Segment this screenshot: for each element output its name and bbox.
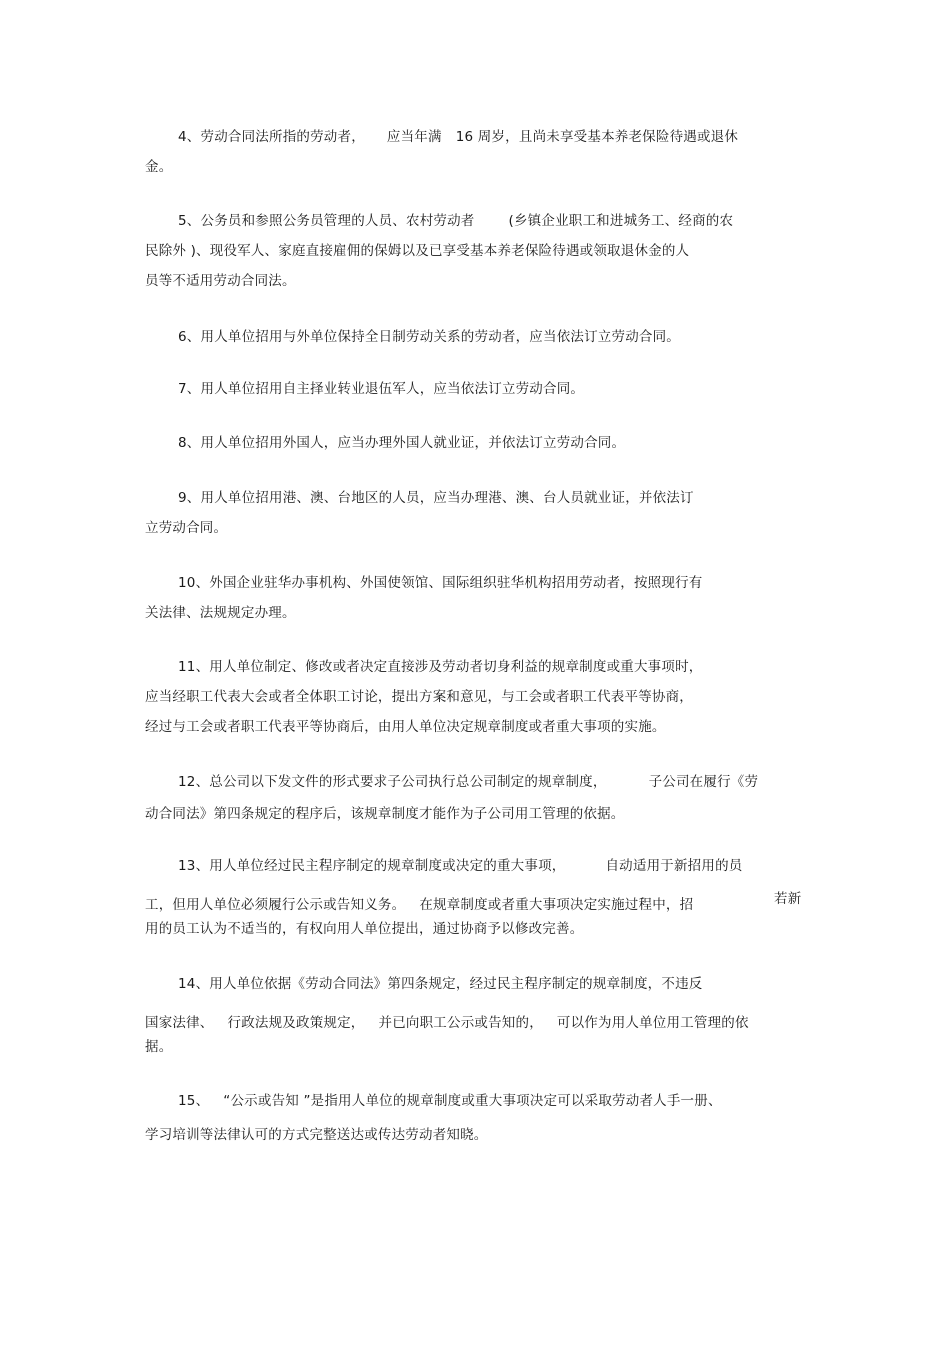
- paragraph-12-line-2: 动合同法》第四条规定的程序后，该规章制度才能作为子公司用工管理的依据。: [145, 806, 625, 822]
- text-segment: (乡镇企业职工和进城务工、经商的农: [508, 213, 734, 229]
- text-segment: 应当年满: [386, 129, 442, 145]
- paragraph-8: 8、用人单位招用外国人，应当办理外国人就业证，并依法订立劳动合同。: [178, 435, 626, 451]
- text-segment: 在规章制度或者重大事项决定实施过程中，招: [419, 897, 694, 913]
- text-segment: 15、: [178, 1093, 210, 1109]
- paragraph-13-line-2: [145, 896, 693, 914]
- paragraph-4-line-2: 金。: [145, 159, 173, 175]
- paragraph-15-line-1: [178, 1092, 722, 1110]
- paragraph-13-overflow: 若新: [774, 891, 802, 907]
- paragraph-15-line-2: 学习培训等法律认可的方式完整送达或传达劳动者知晓。: [145, 1127, 488, 1143]
- text-segment: 4、劳动合同法所指的劳动者，: [178, 129, 365, 145]
- paragraph-12-line-1: [178, 773, 758, 791]
- text-segment: 工，但用人单位必须履行公示或告知义务。: [145, 897, 406, 913]
- paragraph-11-line-2: 应当经职工代表大会或者全体职工讨论，提出方案和意见，与工会或者职工代表平等协商，: [145, 689, 693, 705]
- paragraph-5-line-1: [178, 212, 733, 230]
- paragraph-9-line-1: 9、用人单位招用港、澳、台地区的人员，应当办理港、澳、台人员就业证，并依法订: [178, 490, 694, 506]
- paragraph-5-line-2: 民除外 )、现役军人、家庭直接雇佣的保姆以及已享受基本养老保险待遇或领取退休金的人: [145, 243, 690, 259]
- paragraph-14-line-1: 14、用人单位依据《劳动合同法》第四条规定，经过民主程序制定的规章制度，不违反: [178, 976, 703, 992]
- text-segment: 16 周岁，且尚未享受基本养老保险待遇或退休: [455, 129, 739, 145]
- paragraph-13-line-1: [178, 857, 742, 875]
- paragraph-11-line-1: 11、用人单位制定、修改或者决定直接涉及劳动者切身利益的规章制度或重大事项时，: [178, 659, 703, 675]
- text-segment: 行政法规及政策规定，: [227, 1015, 365, 1031]
- paragraph-4-line-1: [178, 128, 738, 146]
- text-segment: 13、用人单位经过民主程序制定的规章制度或决定的重大事项，: [178, 858, 566, 874]
- text-segment: 国家法律、: [145, 1015, 214, 1031]
- text-segment: 12、总公司以下发文件的形式要求子公司执行总公司制定的规章制度，: [178, 774, 607, 790]
- paragraph-6: 6、用人单位招用与外单位保持全日制劳动关系的劳动者，应当依法订立劳动合同。: [178, 329, 680, 345]
- paragraph-10-line-1: 10、外国企业驻华办事机构、外国使领馆、国际组织驻华机构招用劳动者，按照现行有: [178, 575, 703, 591]
- text-segment: 自动适用于新招用的员: [605, 858, 743, 874]
- text-segment: 子公司在履行《劳: [648, 774, 759, 790]
- paragraph-14-line-2: [145, 1014, 749, 1032]
- text-segment: “公示或告知 ”是指用人单位的规章制度或重大事项决定可以采取劳动者人手一册、: [223, 1093, 722, 1109]
- paragraph-14-line-3: 据。: [145, 1039, 173, 1055]
- paragraph-10-line-2: 关法律、法规规定办理。: [145, 605, 296, 621]
- paragraph-13-line-3: 用的员工认为不适当的，有权向用人单位提出，通过协商予以修改完善。: [145, 921, 584, 937]
- text-segment: 可以作为用人单位用工管理的依: [556, 1015, 749, 1031]
- paragraph-9-line-2: 立劳动合同。: [145, 520, 228, 536]
- paragraph-11-line-3: 经过与工会或者职工代表平等协商后，由用人单位决定规章制度或者重大事项的实施。: [145, 719, 666, 735]
- text-segment: 5、公务员和参照公务员管理的人员、农村劳动者: [178, 213, 475, 229]
- text-segment: 并已向职工公示或告知的，: [378, 1015, 543, 1031]
- paragraph-5-line-3: 员等不适用劳动合同法。: [145, 273, 296, 289]
- paragraph-7: 7、用人单位招用自主择业转业退伍军人，应当依法订立劳动合同。: [178, 381, 585, 397]
